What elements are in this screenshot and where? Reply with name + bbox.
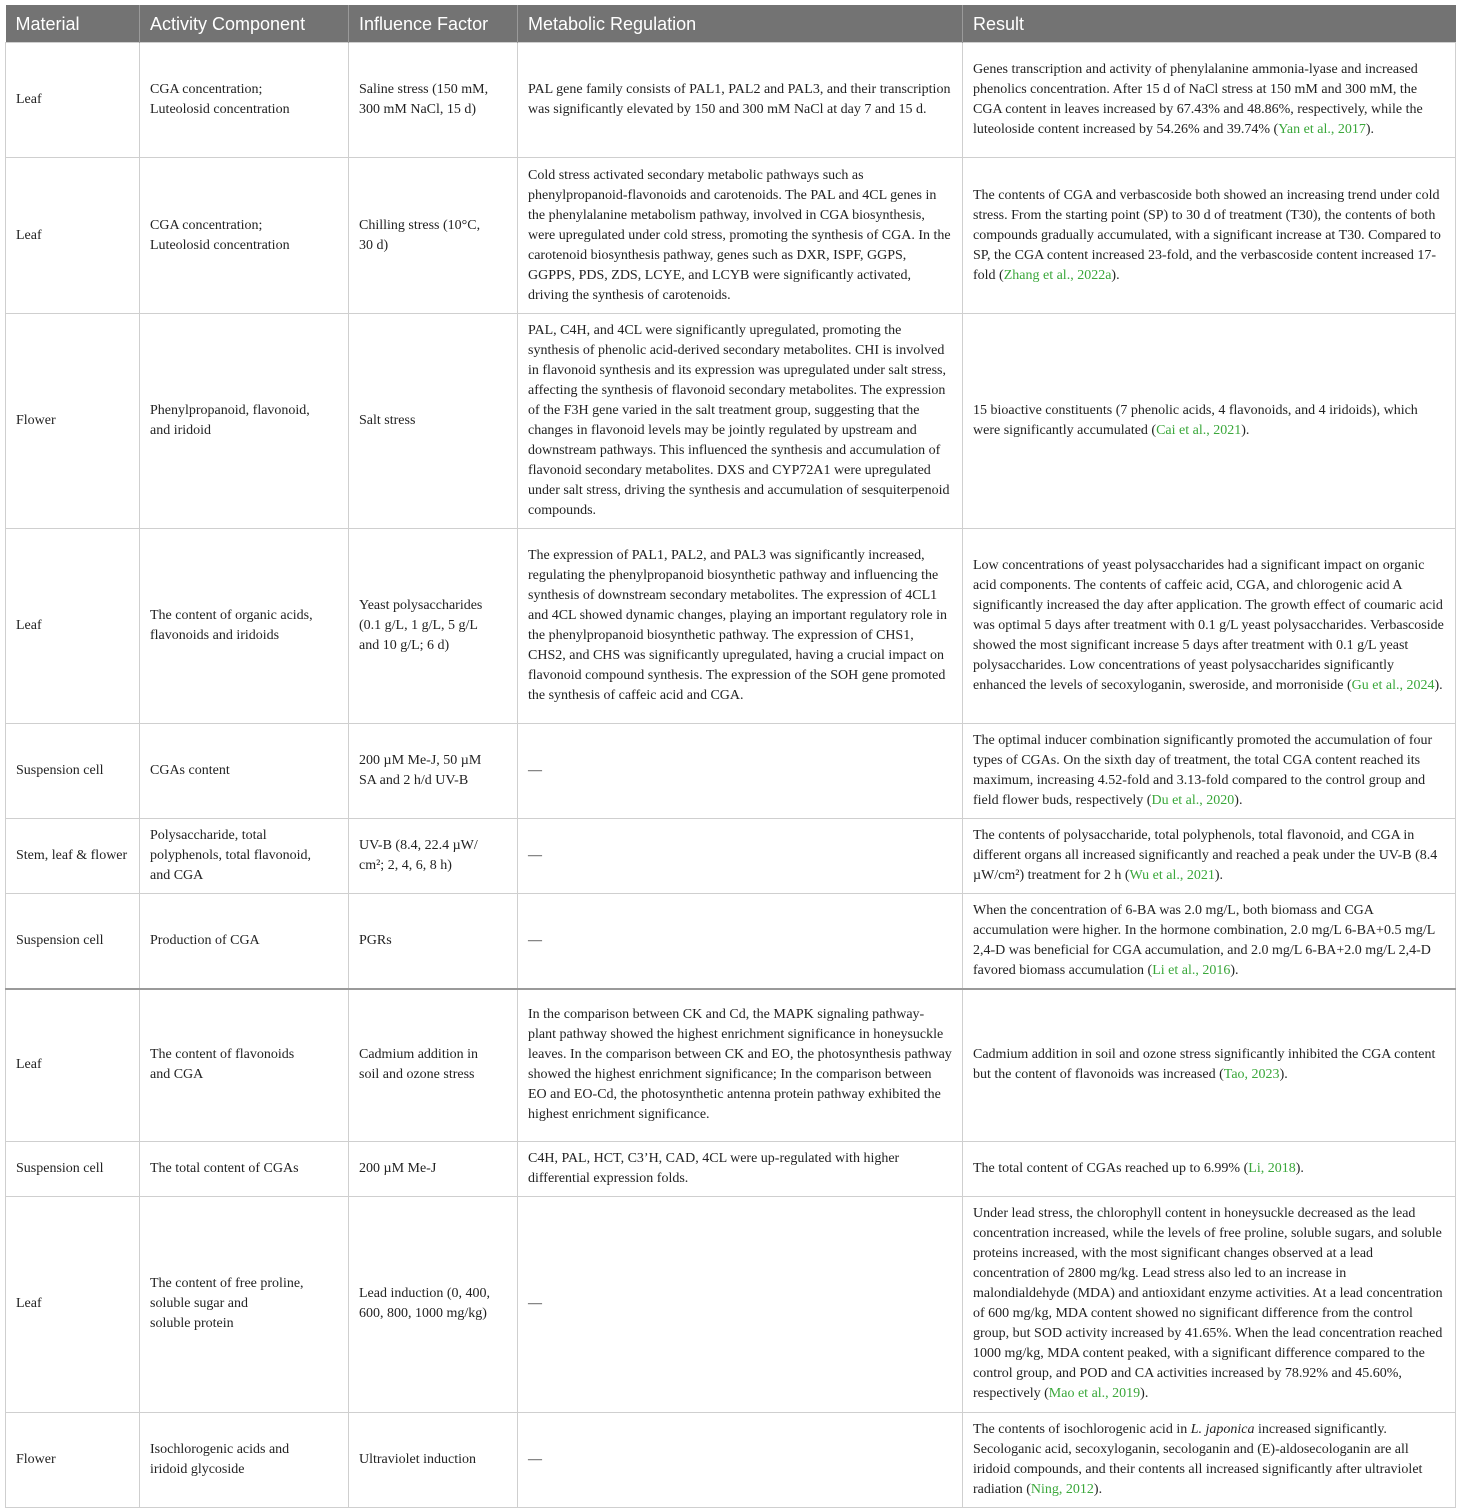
cell-influence-factor [349, 1412, 518, 1507]
component-line: CGA concentration; [150, 217, 263, 233]
reference-link[interactable]: Ning, 2012 [1030, 1481, 1094, 1497]
factor-line: Ultraviolet induction [359, 1451, 477, 1467]
reference-link[interactable]: Cai et al., 2021 [1156, 423, 1242, 438]
table-row [6, 1141, 1456, 1196]
component-line: and CGA [150, 868, 204, 883]
table-row [6, 989, 1456, 1141]
component-line: polyphenols, total flavonoid, [150, 848, 311, 863]
cell-result [963, 314, 1456, 529]
regulation-text: The expression of PAL1, PAL2, and PAL3 was significantly increased, regulating the phenylpropanoid biosynthetic pathway and influencing the synthesis of downstream secondary metabolites. The expression of 4CL1 and 4CL showed dynamic changes, playing an important regulatory role in the phenylpropanoid biosynthetic pathway. The expression of CHS1, CHS2, and CHS was significantly upregulated, having a crucial impact on flavonoid compound synthesis. The expression of the SOH gene promoted the synthesis of caffeic acid and CGA. [528, 548, 947, 703]
component-line: The content of free proline, [150, 1276, 304, 1291]
cell-material [6, 989, 140, 1141]
result-end: ). [1295, 1160, 1304, 1176]
component-line: and iridoid [150, 423, 212, 438]
material-text: Leaf [16, 92, 42, 107]
component-line: Phenylpropanoid, flavonoid, [150, 403, 310, 418]
cell-activity-component [140, 43, 349, 158]
component-line: CGAs content [150, 763, 230, 778]
header-metabolic-regulation: Metabolic Regulation [518, 5, 963, 43]
cell-influence-factor [349, 989, 518, 1141]
reference-link[interactable]: Zhang et al., 2022a [1003, 267, 1112, 283]
header-row [6, 5, 1456, 43]
regulation-text: In the comparison between CK and Cd, the MAPK signaling pathway-plant pathway showed the highest enrichment significance in honeysuckle leaves. In the comparison between CK and EO, the photosynthesis pathway showed the highest enrichment significance; In the comparison between EO and EO-Cd, the photosynthetic antenna protein pathway exhibited the highest enrichment significance. [528, 1007, 952, 1123]
reference-link[interactable]: Yan et al., 2017 [1278, 122, 1366, 137]
component-line: The content of organic acids, [150, 608, 313, 623]
result-text: Low concentrations of yeast polysaccharides had a significant impact on organic acid components. The contents of caffeic acid, CGA, and chlorogenic acid A significantly increased the day after application. The growth effect of coumaric acid was optimal 5 days after treatment with 0.1 g/L yeast polysaccharides. Verbascoside showed the most significant increase 5 days after treatment with 0.1 g/L yeast polysaccharides. Low concentrations of yeast polysaccharides significantly enhanced the levels of secoxyloganin, sweroside, and morroniside ( [973, 558, 1444, 693]
regulation-text: — [528, 1451, 542, 1467]
reference-link[interactable]: Tao, 2023 [1223, 1067, 1280, 1083]
cell-influence-factor [349, 1196, 518, 1412]
cell-influence-factor [349, 158, 518, 314]
cell-result [963, 158, 1456, 314]
regulation-text: PAL gene family consists of PAL1, PAL2 and PAL3, and their transcription was significantly elevated by 150 and 300 mM NaCl at day 7 and 15 d. [528, 82, 951, 117]
material-text: Leaf [16, 1296, 42, 1311]
result-text: The optimal inducer combination significantly promoted the accumulation of four types of CGAs. On the sixth day of treatment, the total CGA content reached its maximum, increasing 4.52-fold and 3.13-fold compared to the control group and field flower buds, respectively ( [973, 733, 1433, 808]
component-line: The total content of CGAs [150, 1160, 299, 1176]
cell-material [6, 158, 140, 314]
result-text: Cadmium addition in soil and ozone stress significantly inhibited the CGA content but the content of flavonoids was increased ( [973, 1047, 1436, 1083]
cell-activity-component [140, 724, 349, 819]
factor-line: 30 d) [359, 237, 389, 253]
factor-line: and 10 g/L; 6 d) [359, 638, 450, 653]
factor-line: (0.1 g/L, 1 g/L, 5 g/L [359, 618, 478, 633]
result-text: The total content of CGAs reached up to 6.99% ( [973, 1160, 1249, 1176]
material-text: Suspension cell [16, 1160, 104, 1176]
result-end: ). [1093, 1481, 1103, 1497]
result-text: The contents of isochlorogenic acid in [973, 1421, 1191, 1437]
component-line: Polysaccharide, total [150, 828, 267, 843]
factor-line: soil and ozone stress [359, 1067, 475, 1083]
result-end: ). [1230, 963, 1239, 978]
component-line: Luteolosid concentration [150, 102, 290, 117]
result-text: The contents of polysaccharide, total polyphenols, total flavonoid, and CGA in different organs all increased significantly and reached a peak under the UV-B (8.4 µW/cm²) treatment for 2 h ( [973, 828, 1438, 883]
cell-metabolic-regulation [518, 894, 963, 990]
cell-material [6, 894, 140, 990]
component-line: CGA concentration; [150, 82, 263, 97]
factor-line: 200 µM Me-J, 50 µM [359, 753, 482, 768]
component-line: Production of CGA [150, 933, 260, 948]
cell-activity-component [140, 1141, 349, 1196]
factor-line: Yeast polysaccharides [359, 598, 483, 613]
result-end: ). [1111, 267, 1120, 283]
regulation-text: PAL, C4H, and 4CL were significantly upregulated, promoting the synthesis of phenolic acid-derived secondary metabolites. CHI is involved in flavonoid synthesis and its expression was upregulated under salt stress, affecting the synthesis of flavonoid secondary metabolites. The expression of the F3H gene varied in the salt treatment group, suggesting that the changes in flavonoid levels may be jointly regulated by upstream and downstream pathways. This influenced the synthesis and accumulation of flavonoid secondary metabolites. DXS and CYP72A1 were upregulated under salt stress, driving the synthesis and accumulation of sesquiterpenoid compounds. [528, 323, 950, 518]
factor-line: cm²; 2, 4, 6, 8 h) [359, 858, 452, 873]
cell-result [963, 43, 1456, 158]
reference-link[interactable]: Li et al., 2016 [1152, 963, 1231, 978]
cell-result [963, 529, 1456, 724]
table-row [6, 819, 1456, 894]
material-text: Leaf [16, 618, 42, 633]
table-row [6, 1412, 1456, 1507]
cell-influence-factor [349, 43, 518, 158]
results-table [5, 5, 1456, 1508]
factor-line: 300 mM NaCl, 15 d) [359, 102, 477, 117]
cell-metabolic-regulation [518, 724, 963, 819]
header-result: Result [963, 5, 1456, 43]
cell-metabolic-regulation [518, 314, 963, 529]
regulation-text: Cold stress activated secondary metabolic pathways such as phenylpropanoid-flavonoids and carotenoids. The PAL and 4CL genes in the phenylalanine metabolism pathway, involved in CGA biosynthesis, were upregulated under cold stress, promoting the synthesis of CGA. In the carotenoid biosynthesis pathway, genes such as DXR, ISPF, GGPS, GGPPS, PDS, ZDS, LCYE, and LCYB were significantly activated, driving the synthesis of carotenoids. [528, 167, 951, 303]
header-material: Material [6, 5, 140, 43]
result-end: ). [1434, 678, 1443, 693]
cell-material [6, 314, 140, 529]
cell-influence-factor [349, 819, 518, 894]
cell-metabolic-regulation [518, 158, 963, 314]
cell-material [6, 1141, 140, 1196]
material-text: Leaf [16, 1057, 42, 1073]
component-line: and CGA [150, 1067, 204, 1083]
table-row [6, 894, 1456, 990]
component-line: The content of flavonoids [150, 1047, 295, 1063]
cell-influence-factor [349, 894, 518, 990]
cell-influence-factor [349, 529, 518, 724]
factor-line: SA and 2 h/d UV-B [359, 773, 469, 788]
cell-influence-factor [349, 314, 518, 529]
cell-result [963, 894, 1456, 990]
component-line: iridoid glycoside [150, 1461, 245, 1477]
factor-line: Salt stress [359, 413, 416, 428]
cell-activity-component [140, 819, 349, 894]
cell-metabolic-regulation [518, 529, 963, 724]
cell-metabolic-regulation [518, 1141, 963, 1196]
cell-activity-component [140, 894, 349, 990]
regulation-text: — [528, 933, 542, 948]
cell-material [6, 1412, 140, 1507]
material-text: Flower [16, 413, 56, 428]
cell-result [963, 1141, 1456, 1196]
factor-line: Lead induction (0, 400, [359, 1286, 491, 1301]
cell-material [6, 529, 140, 724]
component-line: flavonoids and iridoids [150, 628, 280, 643]
cell-activity-component [140, 158, 349, 314]
material-text: Leaf [16, 227, 42, 243]
cell-metabolic-regulation [518, 819, 963, 894]
component-line: soluble protein [150, 1316, 234, 1331]
header-activity-component: Activity Component [140, 5, 349, 43]
factor-line: Cadmium addition in [359, 1047, 478, 1063]
cell-result [963, 1196, 1456, 1412]
reference-link[interactable]: Gu et al., 2024 [1351, 678, 1435, 693]
cell-metabolic-regulation [518, 989, 963, 1141]
factor-line: Saline stress (150 mM, [359, 82, 489, 97]
reference-link[interactable]: Wu et al., 2021 [1129, 868, 1215, 883]
regulation-text: — [528, 1296, 542, 1311]
result-end: ). [1365, 122, 1375, 137]
result-end: ). [1214, 868, 1224, 883]
material-text: Suspension cell [16, 763, 104, 778]
material-text: Flower [16, 1451, 56, 1467]
result-text: The contents of CGA and verbascoside both showed an increasing trend under cold stress. From the starting point (SP) to 30 d of treatment (T30), the contents of both compounds gradually accumulated, with a significant increase at T30. Compared to SP, the CGA content increased 23-fold, and the verbascoside content increased 17-fold ( [973, 187, 1441, 283]
result-end: ). [1279, 1067, 1288, 1083]
material-text: Stem, leaf & flower [16, 848, 128, 863]
result-text: increased significantly. Secologanic acid, secoxyloganin, secologanin and (E)-aldosecologanin are all iridoid compounds, and their contents all increased significantly after ultraviolet radiation ( [973, 1421, 1423, 1497]
result-end: ). [1241, 423, 1250, 438]
cell-result [963, 819, 1456, 894]
cell-material [6, 43, 140, 158]
reference-link[interactable]: Mao et al., 2019 [1048, 1386, 1141, 1401]
factor-line: PGRs [359, 933, 392, 948]
component-line: Isochlorogenic acids and [150, 1441, 290, 1457]
result-end: ). [1140, 1386, 1149, 1401]
table-row [6, 43, 1456, 158]
cell-activity-component [140, 1412, 349, 1507]
factor-line: Chilling stress (10°C, [359, 217, 481, 233]
cell-influence-factor [349, 724, 518, 819]
result-text: 15 bioactive constituents (7 phenolic acids, 4 flavonoids, and 4 iridoids), which were significantly accumulated ( [973, 403, 1418, 438]
material-text: Suspension cell [16, 933, 104, 948]
factor-line: UV-B (8.4, 22.4 µW/ [359, 838, 478, 853]
regulation-text: — [528, 848, 542, 863]
component-line: Luteolosid concentration [150, 237, 290, 253]
reference-link[interactable]: Li, 2018 [1248, 1160, 1296, 1176]
cell-activity-component [140, 314, 349, 529]
component-line: soluble sugar and [150, 1296, 248, 1311]
result-text: Genes transcription and activity of phenylalanine ammonia-lyase and increased phenolics concentration. After 15 d of NaCl stress at 150 mM and 300 mM, the CGA content in leaves increased by 67.43% and 48.86%, respectively, while the luteoloside content increased by 54.26% and 39.74% ( [973, 62, 1423, 137]
cell-material [6, 819, 140, 894]
regulation-text: — [528, 763, 542, 778]
header-influence-factor: Influence Factor [349, 5, 518, 43]
cell-activity-component [140, 1196, 349, 1412]
table-row [6, 529, 1456, 724]
cell-metabolic-regulation [518, 1412, 963, 1507]
cell-result [963, 724, 1456, 819]
regulation-text: C4H, PAL, HCT, C3’H, CAD, 4CL were up-regulated with higher differential expression folds. [528, 1150, 900, 1186]
cell-influence-factor [349, 1141, 518, 1196]
cell-metabolic-regulation [518, 1196, 963, 1412]
result-text: Under lead stress, the chlorophyll content in honeysuckle decreased as the lead concentration increased, while the levels of free proline, soluble sugars, and soluble proteins increased, with the most significant changes observed at a lead concentration of 2800 mg/kg. Lead stress also led to an increase in malondialdehyde (MDA) and antioxidant enzyme activities. At a lead concentration of 600 mg/kg, MDA content showed no significant difference from the control group, but SOD activity increased by 41.65%. When the lead concentration reached 1000 mg/kg, MDA content peaked, with a significant difference compared to the control group, and POD and CA activities increased by 78.92% and 45.60%, respectively ( [973, 1206, 1443, 1401]
factor-line: 200 µM Me-J [359, 1160, 437, 1176]
species-name: L. japonica [1190, 1421, 1255, 1437]
table-row [6, 1196, 1456, 1412]
cell-activity-component [140, 529, 349, 724]
reference-link[interactable]: Du et al., 2020 [1151, 793, 1235, 808]
cell-metabolic-regulation [518, 43, 963, 158]
cell-material [6, 724, 140, 819]
result-end: ). [1234, 793, 1243, 808]
cell-result [963, 989, 1456, 1141]
table-row [6, 158, 1456, 314]
cell-result [963, 1412, 1456, 1507]
table-row [6, 314, 1456, 529]
factor-line: 600, 800, 1000 mg/kg) [359, 1306, 487, 1321]
cell-activity-component [140, 989, 349, 1141]
result-text: When the concentration of 6-BA was 2.0 mg/L, both biomass and CGA accumulation were higher. In the hormone combination, 2.0 mg/L 6-BA+0.5 mg/L 2,4-D was beneficial for CGA accumulation, and 2.0 mg/L 6-BA+2.0 mg/L 2,4-D favored biomass accumulation ( [973, 903, 1435, 978]
table-row [6, 724, 1456, 819]
cell-material [6, 1196, 140, 1412]
